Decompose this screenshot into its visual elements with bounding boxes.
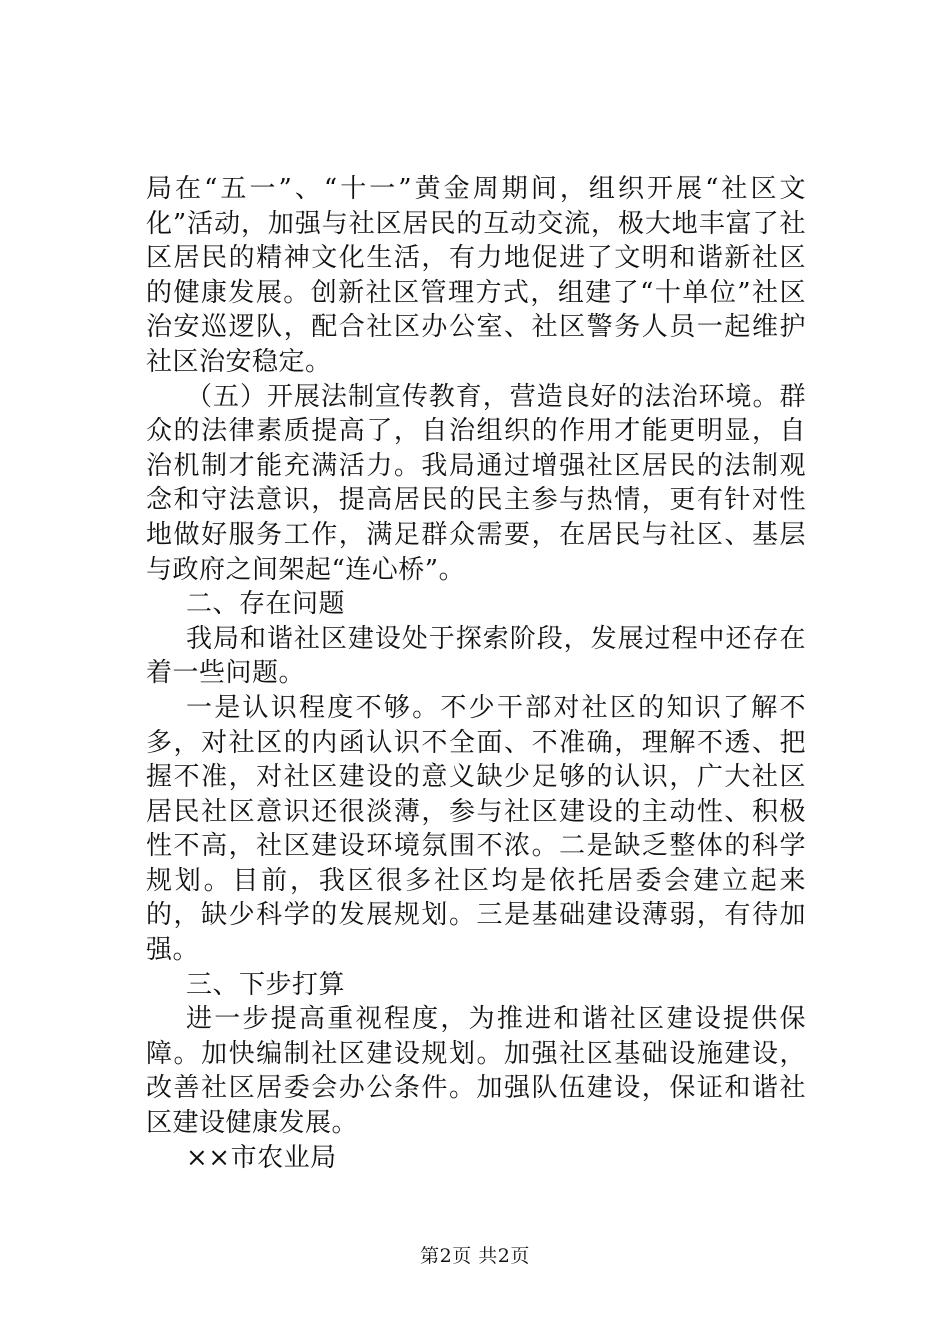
paragraph-problems-intro: 我局和谐社区建设处于探索阶段，发展过程中还存在着一些问题。 bbox=[146, 623, 806, 689]
signature-organization: ××市农业局 bbox=[186, 1142, 337, 1173]
paragraph-legal-education: （五）开展法制宣传教育，营造良好的法治环境。群众的法律素质提高了，自治组织的作用才能更明显，自治机制才能充满活力。我局通过增强社区居民的法制观念和守法意识，提高居民的民主参与热情，更有针对性地做好服务工作，满足群众需要，在居民与社区、基层与政府之间架起“连心桥”。 bbox=[146, 381, 806, 585]
document-body bbox=[146, 172, 806, 1175]
section-heading-next-steps: 三、下步打算 bbox=[186, 969, 346, 1000]
section-heading-problems: 二、存在问题 bbox=[186, 589, 346, 620]
paragraph-continuation: 局在“五一”、“十一”黄金周期间，组织开展“社区文化”活动，加强与社区居民的互动交流，极大地丰富了社区居民的精神文化生活，有力地促进了文明和谐新社区的健康发展。创新社区管理方式，组建了“十单位”社区治安巡逻队，配合社区办公室、社区警务人员一起维护社区治安稳定。 bbox=[146, 174, 806, 377]
page-number-footer: 第2页 共2页 bbox=[420, 1245, 530, 1267]
paragraph-problems-detail: 一是认识程度不够。不少干部对社区的知识了解不多，对社区的内函认识不全面、不准确，理解不透、把握不准，对社区建设的意义缺少足够的认识，广大社区居民社区意识还很淡薄，参与社区建设的主动性、积极性不高，社区建设环境氛围不浓。二是缺乏整体的科学规划。目前，我区很多社区均是依托居委会建立起来的，缺少科学的发展规划。三是基础建设薄弱，有待加强。 bbox=[146, 692, 806, 966]
paragraph-next-steps: 进一步提高重视程度，为推进和谐社区建设提供保障。加快编制社区建设规划。加强社区基础设施建设，改善社区居委会办公条件。加强队伍建设，保证和谐社区建设健康发展。 bbox=[146, 1004, 806, 1139]
